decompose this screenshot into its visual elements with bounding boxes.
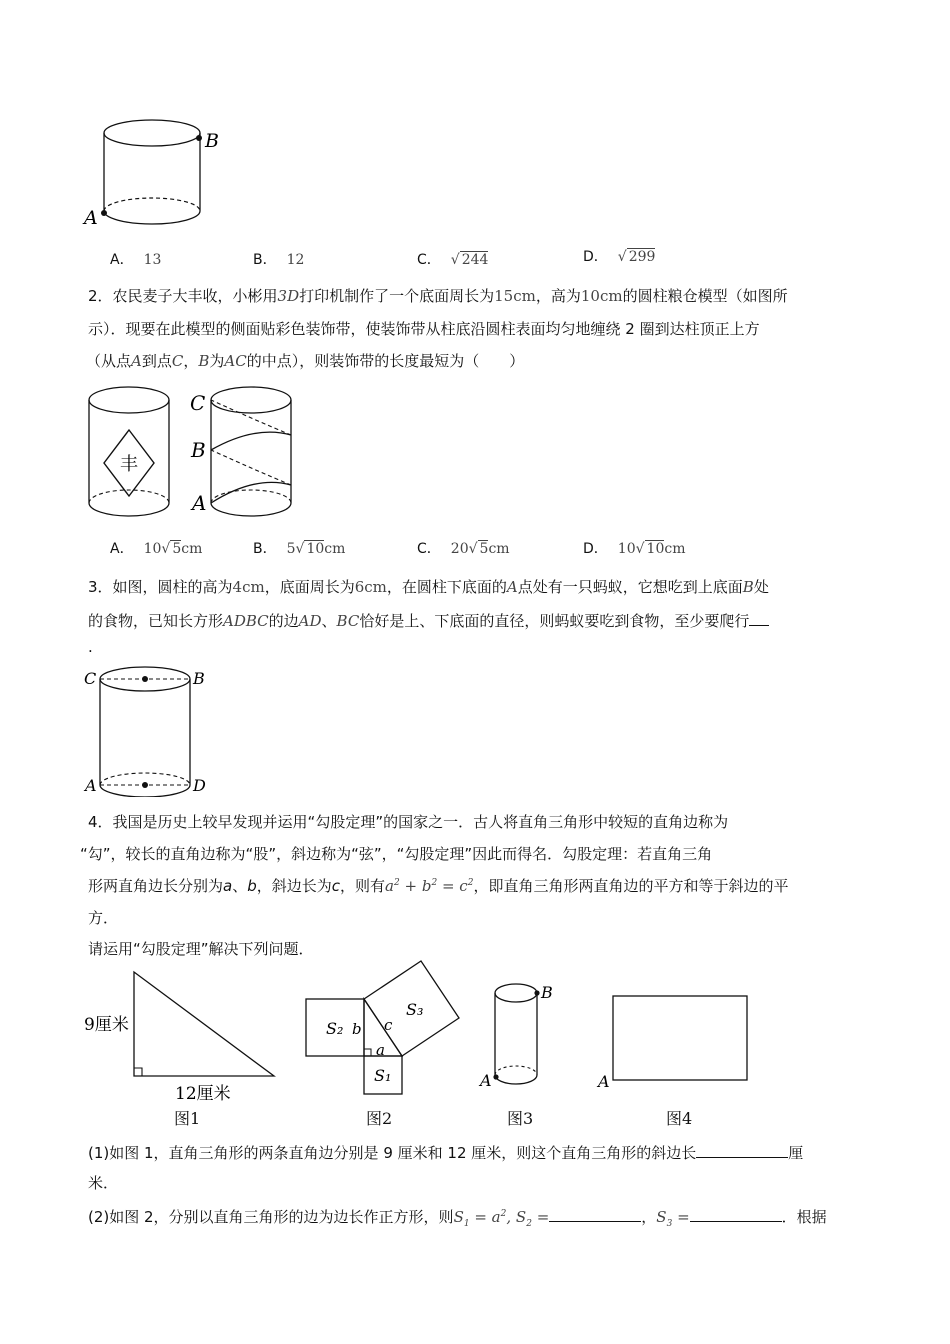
q2-diamond-symbol: 丰 (120, 454, 138, 475)
q4-fig2-a: a (376, 1041, 385, 1059)
q4-fig2-s3: S₃ (406, 1000, 424, 1019)
q3-label-d: D (193, 776, 206, 795)
q1-label-a: A (84, 207, 98, 229)
q3-line-2: 的食物，已知长方形ADBC的边AD、BC恰好是上、下底面的直径，则蚂蚁要吃到食物，至少要爬行 (88, 609, 769, 631)
q2-label-b: B (191, 438, 206, 462)
q4-sub2-line-1: (2)如图 2，分别以直角三角形的边为边长作正方形，则$S_1 = a^2$, $S_2$ = ，$S_3$ = ．根据 (88, 1205, 827, 1229)
q3-label-a: A (85, 776, 97, 795)
q4-fig1-bottom-label: 12厘米 (175, 1084, 231, 1103)
q2-line-2: 示）．现要在此模型的侧面贴彩色装饰带，使装饰带从柱底沿圆柱表面均匀地缠绕 2 圈到达柱顶正上方 (88, 320, 760, 338)
q2-line-1: 2．农民麦子大丰收，小彬用3D打印机制作了一个底面周长为15cm，高为10cm的圆柱粮仓模型（如图所 (88, 287, 788, 305)
q2-line-3: （从点A到点C，B为AC的中点），则装饰带的长度最短为（ ） (86, 352, 525, 370)
q4-fig3-label-b: B (541, 983, 553, 1002)
q4-fig2-b: b (352, 1020, 362, 1038)
q4-line-4: 方． (88, 909, 119, 927)
q4-sub1-blank[interactable] (696, 1141, 788, 1158)
q4-fig1-caption: 图1 (174, 1109, 201, 1128)
q2-option-d[interactable]: D． 10√ 10cm (583, 541, 686, 557)
q4-sub1-line-2: 米． (88, 1174, 119, 1192)
q4-fig2-squares (300, 955, 470, 1100)
pythagorean-formula: $a^2 + b^2 = c^2$ (385, 877, 474, 895)
q2-label-a: A (192, 491, 207, 515)
q2-label-c: C (190, 391, 206, 415)
q1-option-b[interactable]: B． 12 (253, 252, 305, 268)
q4-fig1-side-label: 9厘米 (84, 1015, 129, 1035)
q4-line-2: “勾”，较长的直角边称为“股”，斜边称为“弦”，“勾股定理”因此而得名．勾股定理：若直角三角 (80, 845, 713, 863)
q1-option-c[interactable]: C． √ 244 (417, 252, 489, 268)
q4-fig2-s2: S₂ (326, 1019, 344, 1038)
q2-cylinders-figure (85, 380, 305, 525)
q1-cylinder-figure (80, 105, 230, 235)
q4-fig3-cylinder (478, 975, 563, 1100)
q4-line-1: 4．我国是历史上较早发现并运用“勾股定理”的国家之一．古人将直角三角形中较短的直角边称为 (88, 813, 729, 831)
q4-sub2-formula-s3: $S_3$ = (656, 1208, 690, 1229)
q4-fig4-caption: 图4 (666, 1109, 693, 1128)
q4-fig1-triangle (80, 968, 285, 1103)
q3-cylinder-figure (82, 662, 212, 797)
q4-fig3-caption: 图3 (507, 1109, 534, 1128)
q4-fig2-s1: S₁ (374, 1066, 392, 1085)
q3-line-3: . (88, 638, 93, 656)
q4-fig3-label-a: A (480, 1071, 492, 1090)
q4-sub2-formula-s1-s2: $S_1 = a^2$, $S_2$ = (453, 1208, 550, 1229)
q1-option-d[interactable]: D． √ 299 (583, 249, 656, 265)
q2-option-c[interactable]: C． 20√ 5cm (417, 541, 510, 557)
q3-answer-blank[interactable] (749, 609, 769, 626)
q4-sub1-line-1: (1)如图 1，直角三角形的两条直角边分别是 9 厘米和 12 厘米，则这个直角三角形的斜边长 厘 (88, 1141, 803, 1163)
q4-fig2-caption: 图2 (366, 1109, 393, 1128)
q3-label-b: B (193, 669, 205, 688)
q4-line-5: 请运用“勾股定理”解决下列问题． (88, 940, 314, 958)
q4-line-3: 形两直角边长分别为a、b，斜边长为c，则有$a^2 + b^2 = c^2$，即直角三角形两直角边的平方和等于斜边的平 (88, 877, 789, 895)
q4-fig4-rectangle (595, 990, 755, 1090)
q1-option-a[interactable]: A． 13 (110, 252, 162, 268)
q3-line-1: 3．如图，圆柱的高为4cm，底面周长为6cm，在圆柱下底面的A点处有一只蚂蚁，它想吃到上底面B处 (88, 578, 769, 596)
q2-option-b[interactable]: B． 5√ 10cm (253, 541, 346, 557)
q2-option-a[interactable]: A． 10√ 5cm (110, 541, 203, 557)
q3-label-c: C (84, 669, 97, 688)
q4-fig2-c: c (384, 1016, 393, 1034)
q4-fig4-label-a: A (598, 1072, 610, 1090)
q1-label-b: B (205, 130, 219, 152)
q4-sub2-blank-s3[interactable] (690, 1205, 782, 1222)
q4-sub2-blank-s2[interactable] (549, 1205, 641, 1222)
